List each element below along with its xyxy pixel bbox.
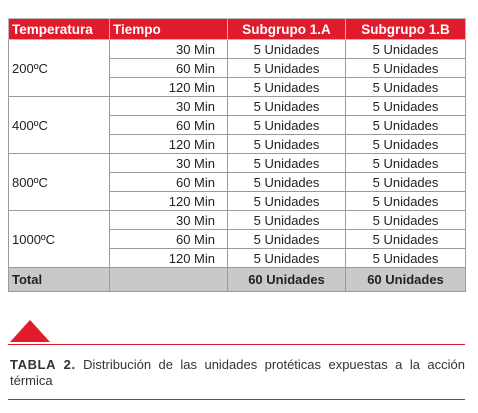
time-cell: 60 Min: [110, 116, 228, 135]
table-caption: [10, 357, 465, 389]
caption-text: Distribución de las unidades protéticas expuestas a la acción térmica: [10, 357, 465, 388]
time-cell: 120 Min: [110, 192, 228, 211]
subgrupo-1b-cell: 5 Unidades: [346, 211, 466, 230]
time-cell: 30 Min: [110, 211, 228, 230]
table-header-row: [9, 19, 466, 40]
time-cell: 60 Min: [110, 59, 228, 78]
subgrupo-1a-cell: 5 Unidades: [228, 249, 346, 268]
time-cell: 120 Min: [110, 249, 228, 268]
temperature-cell: 1000ºC: [9, 211, 110, 268]
distribution-table: [8, 18, 466, 292]
subgrupo-1a-cell: 5 Unidades: [228, 211, 346, 230]
subgrupo-1a-cell: 5 Unidades: [228, 116, 346, 135]
subgrupo-1a-cell: 5 Unidades: [228, 154, 346, 173]
subgrupo-1a-cell: 5 Unidades: [228, 40, 346, 59]
time-cell: 120 Min: [110, 135, 228, 154]
header-temperatura: Temperatura: [9, 19, 110, 40]
subgrupo-1a-cell: 5 Unidades: [228, 230, 346, 249]
total-subgrupo-1b: 60 Unidades: [346, 268, 466, 292]
time-cell: 30 Min: [110, 154, 228, 173]
total-subgrupo-1a: 60 Unidades: [228, 268, 346, 292]
caption-bottom-rule: [8, 399, 465, 400]
time-cell: 30 Min: [110, 97, 228, 116]
time-cell: 30 Min: [110, 40, 228, 59]
subgrupo-1a-cell: 5 Unidades: [228, 135, 346, 154]
caption-top-rule: [8, 344, 465, 345]
total-empty-cell: [110, 268, 228, 292]
header-subgrupo-1b: Subgrupo 1.B: [346, 19, 466, 40]
subgrupo-1b-cell: 5 Unidades: [346, 249, 466, 268]
temperature-cell: 800ºC: [9, 154, 110, 211]
subgrupo-1b-cell: 5 Unidades: [346, 154, 466, 173]
time-cell: 60 Min: [110, 173, 228, 192]
subgrupo-1b-cell: 5 Unidades: [346, 116, 466, 135]
total-row: [9, 268, 466, 292]
triangle-icon: [10, 320, 50, 342]
subgrupo-1b-cell: 5 Unidades: [346, 40, 466, 59]
subgrupo-1a-cell: 5 Unidades: [228, 173, 346, 192]
subgrupo-1a-cell: 5 Unidades: [228, 97, 346, 116]
subgrupo-1a-cell: 5 Unidades: [228, 78, 346, 97]
temperature-cell: 200ºC: [9, 40, 110, 97]
subgrupo-1a-cell: 5 Unidades: [228, 59, 346, 78]
temperature-cell: 400ºC: [9, 97, 110, 154]
time-cell: 60 Min: [110, 230, 228, 249]
header-tiempo: Tiempo: [110, 19, 228, 40]
table-row: [9, 211, 466, 230]
subgrupo-1b-cell: 5 Unidades: [346, 97, 466, 116]
subgrupo-1b-cell: 5 Unidades: [346, 59, 466, 78]
table-row: [9, 97, 466, 116]
header-subgrupo-1a: Subgrupo 1.A: [228, 19, 346, 40]
subgrupo-1b-cell: 5 Unidades: [346, 230, 466, 249]
time-cell: 120 Min: [110, 78, 228, 97]
table-body: [9, 40, 466, 292]
table-row: [9, 40, 466, 59]
subgrupo-1b-cell: 5 Unidades: [346, 192, 466, 211]
subgrupo-1b-cell: 5 Unidades: [346, 78, 466, 97]
subgrupo-1b-cell: 5 Unidades: [346, 173, 466, 192]
subgrupo-1b-cell: 5 Unidades: [346, 135, 466, 154]
table-row: [9, 154, 466, 173]
total-label: Total: [9, 268, 110, 292]
subgrupo-1a-cell: 5 Unidades: [228, 192, 346, 211]
caption-label: TABLA 2.: [10, 357, 76, 372]
